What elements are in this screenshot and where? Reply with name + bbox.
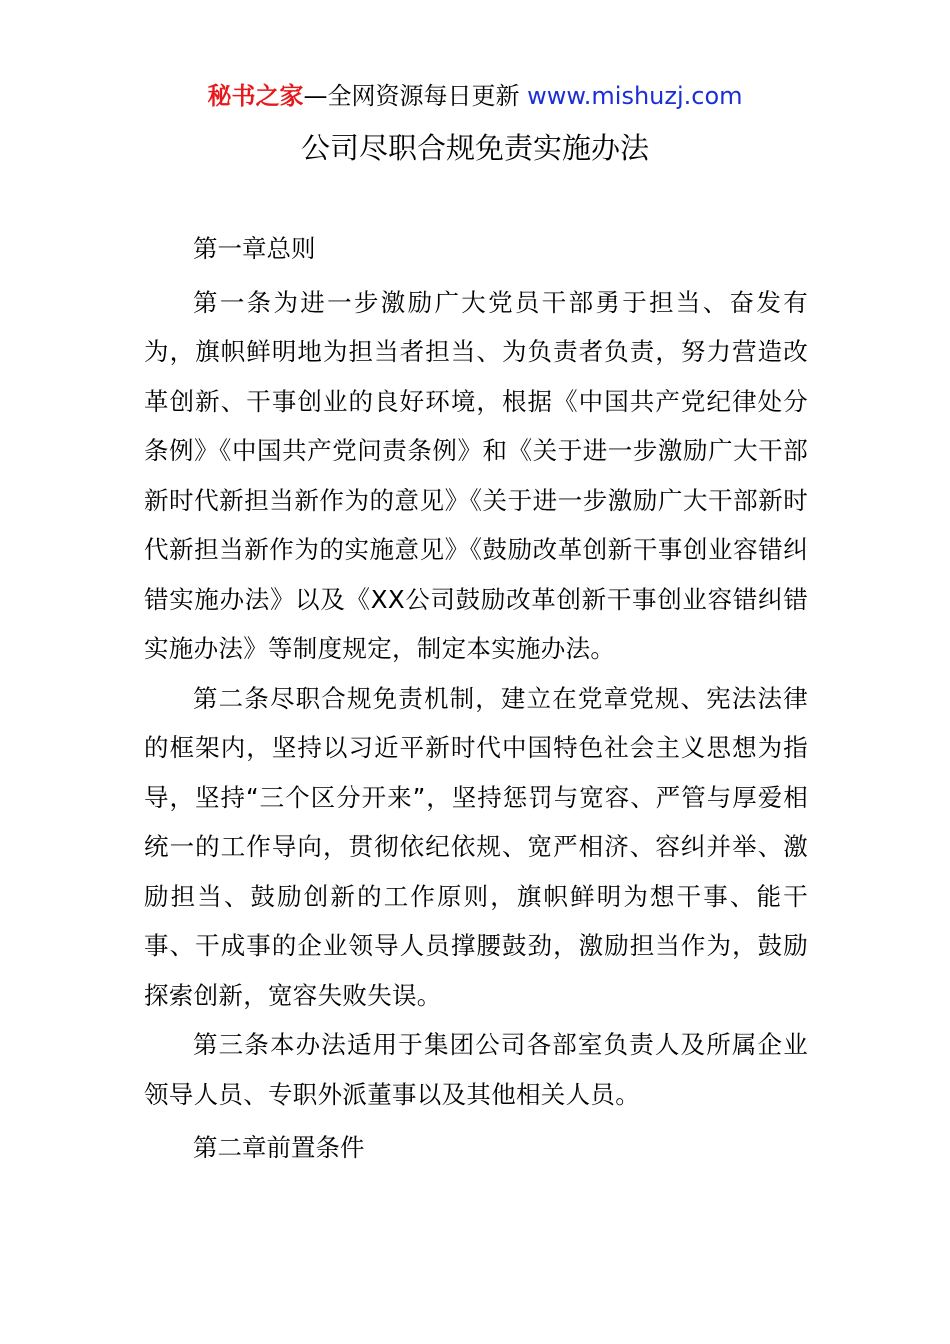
header-slogan: —全网资源每日更新 [303, 82, 520, 110]
chapter-heading-1: 第一章总则 [193, 234, 316, 263]
document-title: 公司尽职合规免责实施办法 [300, 131, 649, 165]
article-1: 第一条为进一步激励广大党员干部勇于担当、奋发有为，旗帜鲜明地为担当者担当、为负责者负责，努力营造改革创新、干事创业的良好环境，根据《中国共产党纪律处分条例》《中国共产党问责条例》和《关于进一步激励广大干部新时代新担当新作为的意见》《关于进一步激励广大干部新时代新担当新作为的实施意见》《鼓励改革创新干事创业容错纠错实施办法》以及《XX公司鼓励改革创新干事创业容错纠错实施办法》等制度规定，制定本实施办法。 [144, 287, 808, 663]
site-url-link[interactable]: www.mishuzj.com [527, 82, 743, 110]
article-2: 第二条尽职合规免责机制，建立在党章党规、宪法法律的框架内，坚持以习近平新时代中国特色社会主义思想为指导，坚持“三个区分开来”，坚持惩罚与宽容、严管与厚爱相统一的工作导向，贯彻依纪依规、宽严相济、容纠并举、激励担当、鼓励创新的工作原则，旗帜鲜明为想干事、能干事、干成事的企业领导人员撑腰鼓劲，激励担当作为，鼓励探索创新，宽容失败失误。 [144, 683, 808, 1010]
brand-name: 秘书之家 [207, 82, 304, 110]
chapter-heading-2: 第二章前置条件 [193, 1133, 365, 1162]
site-header [0, 78, 950, 114]
article-3: 第三条本办法适用于集团公司各部室负责人及所属企业领导人员、专职外派董事以及其他相关人员。 [144, 1030, 808, 1109]
document-body [144, 224, 808, 1173]
